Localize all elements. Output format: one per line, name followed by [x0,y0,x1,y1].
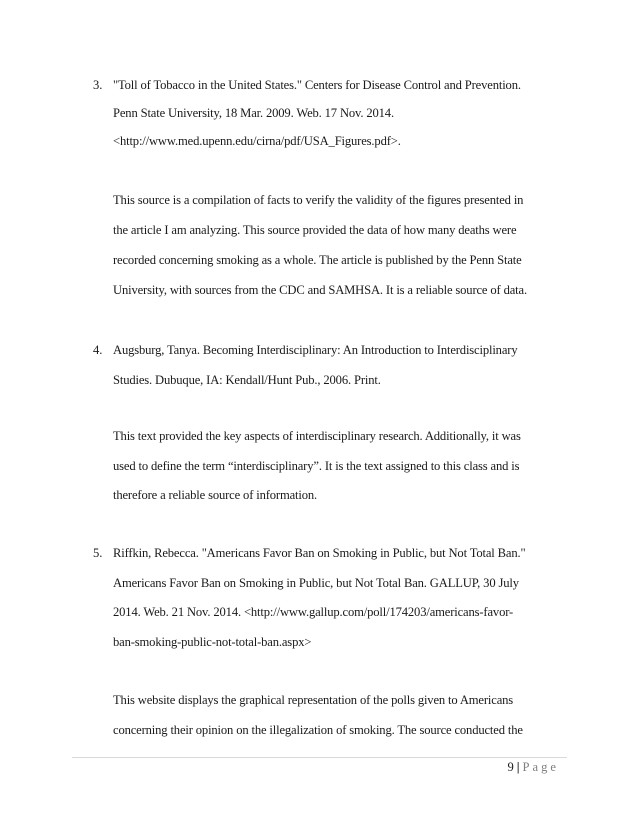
page-label: Page [522,760,559,774]
citation-line: Penn State University, 18 Mar. 2009. Web. 17 Nov. 2014. [113,106,394,120]
citation-line: "Toll of Tobacco in the United States." Centers for Disease Control and Prevention. [113,78,521,92]
page-number: 9 [507,760,514,774]
annotation-line: University, with sources from the CDC and SAMHSA. It is a reliable source of data. [113,283,527,297]
annotation-line: This text provided the key aspects of interdisciplinary research. Additionally, it was [113,429,521,443]
annotation-line: concerning their opinion on the illegalization of smoking. The source conducted the [113,723,523,737]
citation-line: 2014. Web. 21 Nov. 2014. <http://www.gallup.com/poll/174203/americans-favor- [113,605,514,619]
annotation-line: This website displays the graphical representation of the polls given to Americans [113,693,514,707]
entry-number: 5. [93,546,103,560]
entry-number: 3. [93,78,103,92]
page-footer [507,759,559,775]
citation-line: Riffkin, Rebecca. "Americans Favor Ban on Smoking in Public, but Not Total Ban." [113,546,526,560]
annotation-line: This source is a compilation of facts to verify the validity of the figures presented in [113,193,524,207]
annotation-line: the article I am analyzing. This source provided the data of how many deaths were [113,223,517,237]
citation-line: Studies. Dubuque, IA: Kendall/Hunt Pub., 2006. Print. [113,373,381,387]
entry-number: 4. [93,343,103,357]
citation-line: ban-smoking-public-not-total-ban.aspx> [113,635,312,649]
citation-line: Augsburg, Tanya. Becoming Interdisciplinary: An Introduction to Interdisciplinary [113,343,518,357]
citation-line: <http://www.med.upenn.edu/cirna/pdf/USA_Figures.pdf>. [113,134,401,148]
citation-line: Americans Favor Ban on Smoking in Public, but Not Total Ban. GALLUP, 30 July [113,576,519,590]
annotation-line: recorded concerning smoking as a whole. The article is published by the Penn State [113,253,522,267]
annotation-line: used to define the term “interdisciplinary”. It is the text assigned to this class and is [113,459,520,473]
footer-divider [72,757,567,758]
annotation-line: therefore a reliable source of information. [113,488,318,502]
footer-separator: | [516,760,520,774]
